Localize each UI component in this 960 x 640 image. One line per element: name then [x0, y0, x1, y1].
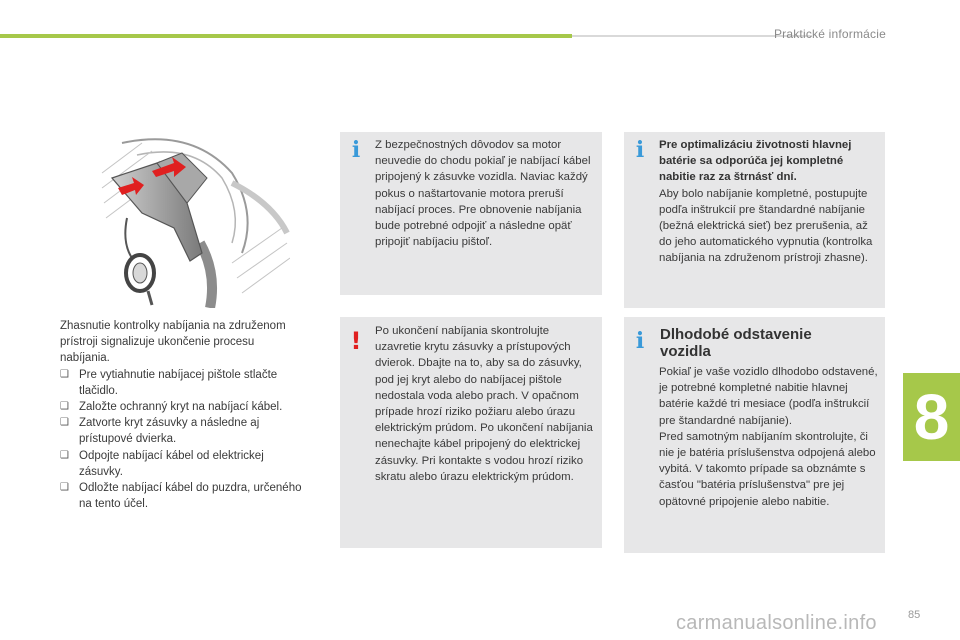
left-column-text	[60, 318, 305, 512]
info-box-long-term-storage	[624, 317, 885, 553]
watermark: carmanualsonline.info	[676, 612, 877, 634]
info-icon: i	[635, 137, 645, 163]
charging-gun-illustration	[82, 133, 290, 308]
info-icon: i	[351, 137, 361, 163]
bullet-icon: ❑	[60, 449, 69, 461]
chapter-tab: 8	[903, 373, 960, 461]
info-box-battery-life	[624, 132, 885, 308]
storage-text-2: Pred samotným nabíjaním skontrolujte, či nie je batéria príslušenstva odpojená alebo vybitá. V takomto prípade sa obznámte s časťou "batéria príslušenstva" pre jej opätovné pripojenie alebo nabitie.	[659, 430, 876, 508]
step-list	[60, 367, 305, 513]
bullet-icon: ❑	[60, 368, 69, 380]
battery-life-bold-text: Pre optimalizáciu životnosti hlavnej batérie sa odporúča jej kompletné nabitie raz za štrnásť dní.	[659, 139, 852, 184]
info-box-safety-text: Z bezpečnostných dôvodov sa motor neuvedie do chodu pokiaľ je nabíjací kábel pripojený k zásuvke vozidla. Naviac každý pokus o naštartovanie motora preruší nabíjací proces. Pre obnovenie nabíjania bude potrebné odpojiť a následne opäť pripojiť nabíjaciu pištoľ.	[375, 139, 591, 249]
list-item: ❑ Odložte nabíjací kábel do puzdra, určeného na tento účel.	[60, 482, 302, 511]
list-item: ❑ Zatvorte kryt zásuvky a následne aj prístupové dvierka.	[60, 417, 260, 446]
bullet-icon: ❑	[60, 482, 69, 494]
header-accent-bar	[0, 34, 572, 38]
info-box-safety	[340, 132, 602, 295]
warning-box	[340, 317, 602, 548]
section-title: Praktické informácie	[773, 27, 886, 41]
page-number: 85	[908, 609, 921, 621]
warning-box-text: Po ukončení nabíjania skontrolujte uzavretie krytu zásuvky a prístupových dvierok. Dbajte na to, aby sa do zásuvky, pod jej kryt alebo do nabíjacej pištole nedostala voda alebo prach. V opačnom prípade hrozí riziko požiaru alebo úrazu elektrickým prúdom. Po ukončení nabíjania nenechajte kábel pripojený do elektrickej zásuvky. Pri kontakte s vodou hrozí riziko skratu alebo úrazu elektrickým prúdom.	[375, 325, 593, 483]
warning-icon: !	[350, 327, 362, 355]
info-icon: i	[635, 328, 645, 354]
battery-life-text: Aby bolo nabíjanie kompletné, postupujte podľa inštrukcií pre štandardné nabíjanie (bežná elektrická sieť) bez prerušenia, až do jeho automatického vypnutia (kontrolka nabíjania na združenom prístroji zhasne).	[659, 187, 873, 265]
list-item: ❑ Pre vytiahnutie nabíjacej pištole stlačte tlačidlo.	[60, 368, 278, 397]
list-item: ❑ Založte ochranný kryt na nabíjací kábel.	[60, 399, 305, 415]
bullet-icon: ❑	[60, 417, 69, 429]
storage-text-1: Pokiaľ je vaše vozidlo dlhodobo odstavené, je potrebné kompletné nabitie hlavnej batérie každé tri mesiace (podľa inštrukcií pre štandardné nabíjanie).	[659, 366, 878, 427]
intro-paragraph: Zhasnutie kontrolky nabíjania na združenom prístroji signalizuje ukončenie procesu nabíjania.	[60, 320, 286, 365]
bullet-icon: ❑	[60, 401, 69, 413]
storage-heading: Dlhodobé odstavenie vozidla	[660, 326, 812, 360]
list-item: ❑ Odpojte nabíjací kábel od elektrickej zásuvky.	[60, 449, 264, 478]
